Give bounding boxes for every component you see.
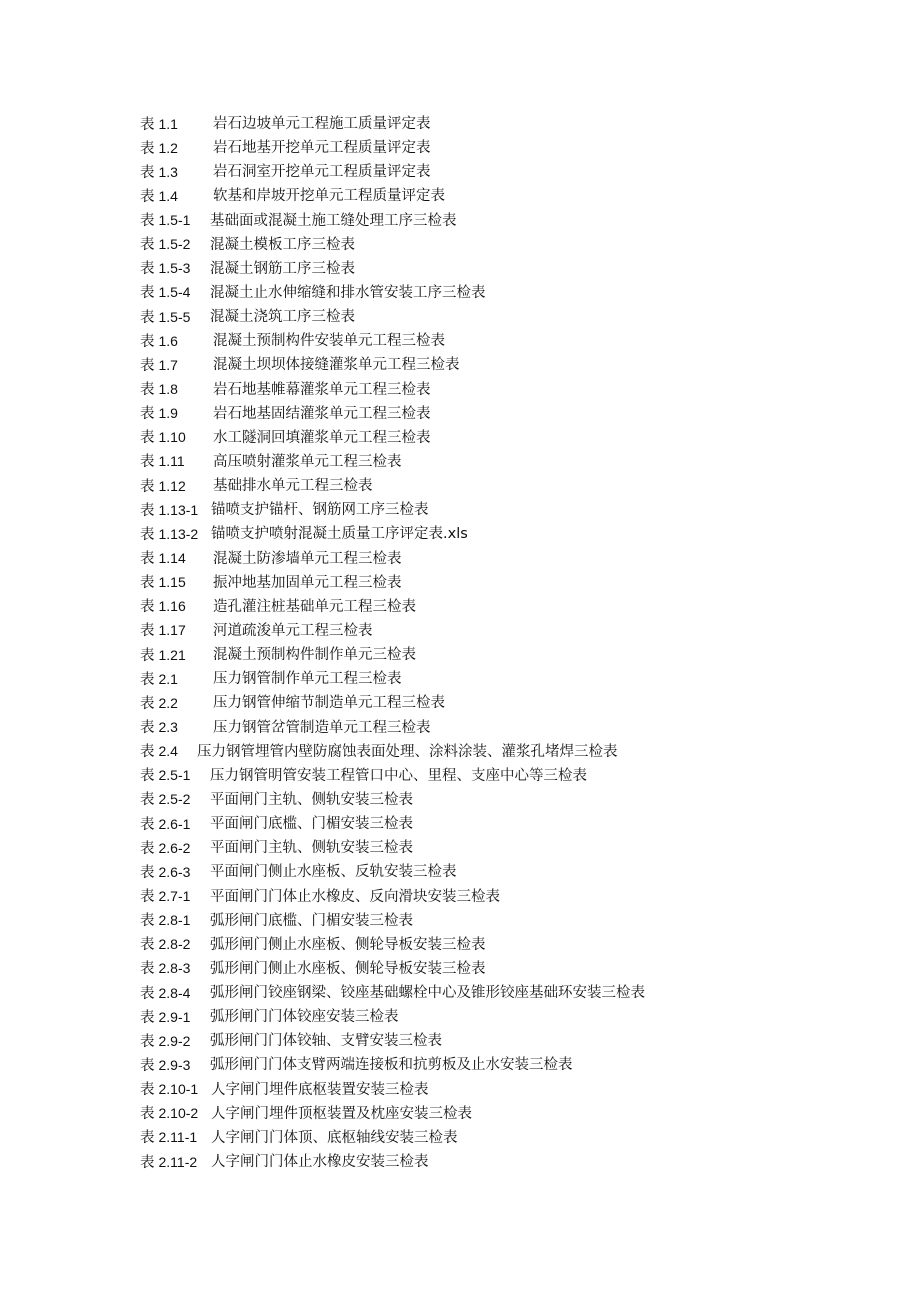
table-title: 锚喷支护喷射混凝土质量工序评定表.xls	[211, 526, 468, 543]
table-title: 人字闸门门体顶、底枢轴线安装三检表	[211, 1129, 458, 1146]
table-title: 压力钢管制作单元工程三检表	[213, 671, 402, 688]
table-number: 1.5-1	[158, 212, 191, 229]
list-item	[140, 1005, 645, 1029]
table-prefix-label: 表	[140, 382, 155, 399]
list-item	[140, 716, 645, 740]
table-number: 2.4	[158, 743, 178, 760]
list-item	[140, 836, 645, 860]
list-item	[140, 378, 645, 402]
list-item	[140, 885, 645, 909]
table-number: 2.1	[158, 670, 178, 687]
list-item	[140, 667, 645, 691]
table-number: 2.9-3	[158, 1056, 191, 1073]
list-item	[140, 329, 645, 353]
table-title: 基础排水单元工程三检表	[213, 478, 373, 495]
table-number: 1.5-3	[158, 260, 191, 277]
table-title: 混凝土预制构件安装单元工程三检表	[213, 333, 445, 350]
table-number: 1.12	[158, 477, 186, 494]
list-item	[140, 426, 645, 450]
table-number: 1.5-4	[158, 284, 191, 301]
table-title: 人字闸门门体止水橡皮安装三检表	[211, 1154, 429, 1171]
table-prefix-label: 表	[140, 430, 155, 447]
table-number: 2.5-2	[158, 791, 191, 808]
table-prefix-label: 表	[140, 188, 155, 205]
table-number: 1.4	[158, 187, 178, 204]
table-number: 2.9-2	[158, 1032, 191, 1049]
table-number: 2.10-2	[158, 1105, 199, 1122]
table-prefix-label: 表	[140, 575, 155, 592]
list-item	[140, 184, 645, 208]
table-title: 混凝土防渗墙单元工程三检表	[213, 550, 402, 567]
table-title: 平面闸门底槛、门楣安装三检表	[210, 816, 413, 833]
list-item	[140, 353, 645, 377]
table-prefix-label: 表	[140, 309, 155, 326]
list-item	[140, 909, 645, 933]
list-item	[140, 547, 645, 571]
table-number: 2.8-4	[158, 984, 191, 1001]
list-item	[140, 450, 645, 474]
table-title: 平面闸门侧止水座板、反轨安装三检表	[210, 864, 457, 881]
table-title: 混凝土浇筑工序三检表	[210, 309, 355, 326]
table-prefix-label: 表	[140, 551, 155, 568]
table-title: 压力钢管明管安装工程管口中心、里程、支座中心等三检表	[210, 767, 587, 784]
table-prefix-label: 表	[140, 985, 155, 1002]
table-prefix-label: 表	[140, 357, 155, 374]
table-title: 压力钢管伸缩节制造单元工程三检表	[213, 695, 445, 712]
table-number: 2.6-2	[158, 839, 191, 856]
list-item	[140, 112, 645, 136]
table-title: 岩石地基开挖单元工程质量评定表	[213, 140, 431, 157]
table-prefix-label: 表	[140, 1057, 155, 1074]
list-item	[140, 1126, 645, 1150]
table-prefix-label: 表	[140, 1154, 155, 1171]
table-number: 2.8-3	[158, 960, 191, 977]
list-item	[140, 498, 645, 522]
table-title: 弧形闸门侧止水座板、侧轮导板安装三检表	[210, 960, 486, 977]
table-prefix-label: 表	[140, 840, 155, 857]
list-item	[140, 233, 645, 257]
list-item	[140, 595, 645, 619]
table-prefix-label: 表	[140, 768, 155, 785]
list-item	[140, 136, 645, 160]
table-number: 1.21	[158, 646, 186, 663]
table-prefix-label: 表	[140, 695, 155, 712]
table-title: 混凝土预制构件制作单元三检表	[213, 647, 416, 664]
table-number: 1.2	[158, 139, 178, 156]
list-item	[140, 860, 645, 884]
table-title: 混凝土钢筋工序三检表	[210, 260, 355, 277]
table-prefix-label: 表	[140, 213, 155, 230]
table-number: 1.8	[158, 381, 178, 398]
table-title: 弧形闸门侧止水座板、侧轮导板安装三检表	[210, 936, 486, 953]
table-number: 1.6	[158, 332, 178, 349]
list-item	[140, 740, 645, 764]
table-number: 1.13-2	[158, 525, 199, 542]
table-title: 压力钢管岔管制造单元工程三检表	[213, 719, 431, 736]
table-title: 高压喷射灌浆单元工程三检表	[213, 453, 402, 470]
table-prefix-label: 表	[140, 792, 155, 809]
table-number: 2.8-1	[158, 912, 191, 929]
table-prefix-label: 表	[140, 937, 155, 954]
table-prefix-label: 表	[140, 720, 155, 737]
table-number: 1.9	[158, 405, 178, 422]
table-title: 人字闸门埋件顶枢装置及枕座安装三检表	[211, 1105, 472, 1122]
list-item	[140, 1029, 645, 1053]
table-title: 弧形闸门铰座钢梁、铰座基础螺栓中心及锥形铰座基础环安装三检表	[210, 985, 645, 1002]
list-item	[140, 764, 645, 788]
table-number: 2.11-1	[158, 1129, 198, 1146]
table-number: 2.7-1	[158, 888, 191, 904]
table-number: 1.5-5	[158, 308, 191, 325]
table-prefix-label: 表	[140, 744, 155, 761]
list-item	[140, 522, 645, 546]
table-number: 2.3	[158, 719, 178, 736]
table-title: 岩石边坡单元工程施工质量评定表	[213, 116, 431, 132]
table-title: 软基和岸坡开挖单元工程质量评定表	[213, 188, 445, 205]
table-prefix-label: 表	[140, 237, 155, 254]
list-item	[140, 209, 645, 233]
list-item	[140, 571, 645, 595]
table-title: 人字闸门埋件底枢装置安装三检表	[211, 1081, 429, 1098]
table-prefix-label: 表	[140, 816, 155, 833]
table-title: 平面闸门主轨、侧轨安装三检表	[210, 840, 413, 857]
table-title: 平面闸门门体止水橡皮、反向滑块安装三检表	[210, 888, 500, 905]
table-title: 弧形闸门底槛、门楣安装三检表	[210, 912, 413, 929]
table-number: 2.6-3	[158, 863, 191, 880]
table-title: 压力钢管埋管内壁防腐蚀表面处理、涂料涂装、灌浆孔堵焊三检表	[197, 743, 618, 760]
table-prefix-label: 表	[140, 599, 155, 616]
table-prefix-label: 表	[140, 1033, 155, 1050]
table-prefix-label: 表	[140, 502, 155, 519]
table-number: 1.15	[158, 574, 186, 591]
table-title: 水工隧洞回填灌浆单元工程三检表	[213, 429, 431, 446]
list-item	[140, 619, 645, 643]
table-prefix-label: 表	[140, 478, 155, 495]
table-prefix-label: 表	[140, 623, 155, 640]
table-title: 岩石地基固结灌浆单元工程三检表	[213, 405, 431, 422]
table-number: 2.10-1	[158, 1081, 199, 1098]
table-prefix-label: 表	[140, 1106, 155, 1123]
list-item	[140, 1053, 645, 1077]
table-prefix-label: 表	[140, 116, 155, 133]
list-item	[140, 305, 645, 329]
table-number: 2.2	[158, 694, 178, 711]
table-title: 弧形闸门门体支臂两端连接板和抗剪板及止水安装三检表	[210, 1057, 573, 1074]
list-item	[140, 281, 645, 305]
list-item	[140, 474, 645, 498]
table-title: 混凝土止水伸缩缝和排水管安装工序三检表	[210, 284, 486, 301]
table-prefix-label: 表	[140, 864, 155, 881]
table-title: 造孔灌注桩基础单元工程三检表	[213, 598, 416, 615]
list-item	[140, 1078, 645, 1102]
table-number: 1.5-2	[158, 236, 191, 253]
table-prefix-label: 表	[140, 913, 155, 930]
table-title: 河道疏浚单元工程三检表	[213, 622, 373, 639]
table-prefix-label: 表	[140, 526, 155, 543]
table-title: 平面闸门主轨、侧轨安装三检表	[210, 791, 413, 808]
list-item	[140, 402, 645, 426]
list-item	[140, 691, 645, 715]
table-number: 1.10	[158, 429, 186, 446]
table-number: 2.8-2	[158, 936, 191, 953]
table-prefix-label: 表	[140, 261, 155, 278]
list-item	[140, 812, 645, 836]
table-title: 岩石洞室开挖单元工程质量评定表	[213, 164, 431, 181]
table-prefix-label: 表	[140, 285, 155, 302]
table-prefix-label: 表	[140, 454, 155, 471]
table-prefix-label: 表	[140, 1009, 155, 1026]
table-number: 2.11-2	[158, 1153, 198, 1170]
table-title: 弧形闸门门体铰轴、支臂安装三检表	[210, 1033, 442, 1050]
table-number: 1.14	[158, 550, 186, 567]
list-item	[140, 788, 645, 812]
table-number: 1.11	[158, 453, 185, 470]
table-prefix-label: 表	[140, 1130, 155, 1147]
list-item	[140, 1150, 645, 1174]
list-item	[140, 981, 645, 1005]
table-number: 1.16	[158, 598, 186, 615]
table-prefix-label: 表	[140, 647, 155, 664]
list-item	[140, 643, 645, 667]
table-title: 岩石地基帷幕灌浆单元工程三检表	[213, 381, 431, 398]
table-prefix-label: 表	[140, 1082, 155, 1099]
table-title: 混凝土坝坝体接缝灌浆单元工程三检表	[213, 357, 460, 374]
table-index-list	[140, 112, 645, 1174]
list-item	[140, 957, 645, 981]
table-title: 混凝土模板工序三检表	[210, 236, 355, 253]
table-prefix-label: 表	[140, 406, 155, 423]
table-number: 2.5-1	[158, 767, 191, 784]
table-number: 1.7	[158, 356, 178, 373]
list-item	[140, 1102, 645, 1126]
table-number: 1.13-1	[158, 501, 199, 518]
list-item	[140, 160, 645, 184]
table-title: 锚喷支护锚杆、钢筋网工序三检表	[211, 502, 429, 519]
table-prefix-label: 表	[140, 889, 155, 905]
table-prefix-label: 表	[140, 671, 155, 688]
table-title: 基础面或混凝土施工缝处理工序三检表	[210, 212, 457, 229]
table-title: 振冲地基加固单元工程三检表	[213, 574, 402, 591]
table-number: 1.3	[158, 163, 178, 180]
table-number: 1.17	[158, 622, 186, 639]
table-number: 2.6-1	[158, 815, 191, 832]
table-number: 2.9-1	[158, 1008, 191, 1025]
table-prefix-label: 表	[140, 333, 155, 350]
list-item	[140, 257, 645, 281]
table-prefix-label: 表	[140, 140, 155, 157]
table-prefix-label: 表	[140, 961, 155, 978]
list-item	[140, 933, 645, 957]
table-title: 弧形闸门门体铰座安装三检表	[210, 1009, 399, 1026]
table-prefix-label: 表	[140, 164, 155, 181]
table-number: 1.1	[158, 115, 178, 132]
